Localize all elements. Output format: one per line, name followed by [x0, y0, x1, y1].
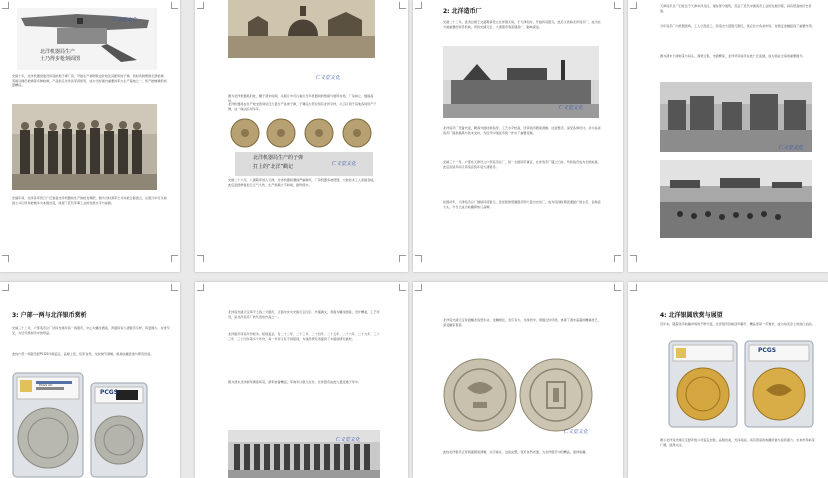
paragraph: 图为北洋机器局旧址，摄于清末时期，从照片中可以看出当年机器局的规模与建筑布局，厂房林立，烟囱高耸。 — [228, 94, 374, 102]
crop-mark — [197, 2, 204, 9]
signature-stamp: 仁义堂文化 — [563, 429, 589, 435]
graded-coin-slab-right — [90, 382, 148, 478]
graded-coin-slab-reverse — [744, 340, 814, 428]
paragraph: 近年来，随着钱币收藏市场的不断升温，北洋银币价格逐年攀升，精品更是一币难求，成为拍卖会上的热门拍品。 — [660, 322, 815, 326]
paragraph: 当年造币厂内机器轰鸣，工人日夜赶工，铸造出大量银元铜元，供应北方各省市场，对稳定金融起到了重要作用。 — [660, 24, 815, 28]
crop-mark — [415, 255, 422, 262]
crop-mark — [171, 284, 178, 291]
crop-mark — [197, 255, 204, 262]
paragraph: 光绪十年，北洋机器局建设铸造枪炮子弹厂房，开始生产林明敦边针枪及其配用的子弹，同时仿制德国毛瑟枪弹、英国马梯尼枪弹等多种枪弹，产品供应北洋各军营使用，成为当时国内重要的军火生产基地之一，所产枪械弹药质量精良。 — [12, 74, 167, 88]
paragraph: 光绪年间，北洋各军营已广泛装备北洋机器局生产的枪支弹药，图为当时清军士兵持枪合影留念，从照片中可以看到士兵们所持枪械多为本国自造，体现了近代军事工业的发展水平与成就。 — [12, 196, 167, 205]
page-4[interactable] — [628, 0, 828, 272]
crop-mark — [399, 284, 406, 291]
page-8[interactable] — [628, 282, 828, 478]
signature-stamp: 仁义堂文化 — [558, 105, 584, 111]
crop-mark — [197, 284, 204, 291]
crop-mark — [614, 2, 621, 9]
crop-mark — [399, 2, 406, 9]
paragraph: 此枚户部一两银币经PCGS评级鉴定，品相上佳，包浆自然，龙纹细节清晰，极具收藏价值与研究价值。 — [12, 352, 154, 356]
crop-mark — [630, 255, 637, 262]
paragraph: 北洋造币厂设备先进，聘请外国技师指导，工艺水平较高，所铸钱币图案清晰，边齿整齐，深受各界好评，并为各省造币厂提供模具与技术支持，为近代中国货币统一作出了重要贡献。 — [443, 126, 601, 135]
paragraph: 图为清末天津街景与码头，商贾云集，市面繁荣，北洋所铸钱币在此广泛流通，成为商业交易的重要媒介。 — [660, 54, 806, 58]
rifle-caption-line-1: 北洋机器局生产 — [40, 49, 76, 55]
graded-coin-slab-obverse — [668, 340, 738, 428]
crop-mark — [415, 2, 422, 9]
paragraph: 天津造币总厂旧址位于天津市河北区，现存部分建筑，见证了近代中国造币工业的发展历程，具有很高的历史价值。 — [660, 4, 812, 13]
crop-mark — [415, 284, 422, 291]
paragraph: 图示北洋造光绪元宝经评级公司鉴定封装，品相优美，光泽亮丽，具有很高的收藏价值与投资潜力，未来市场前景广阔，值得关注。 — [660, 438, 815, 447]
page-3[interactable] — [413, 0, 623, 272]
signature-stamp: 仁义堂文化 — [112, 17, 138, 23]
crop-mark — [2, 255, 9, 262]
crop-mark — [2, 2, 9, 9]
slab-brand-label: PCGS — [758, 347, 777, 354]
street-photo — [660, 82, 812, 152]
crop-mark — [630, 2, 637, 9]
paragraph: 光绪二十六年，八国联军侵入天津，北洋机器局遭到严重破坏，厂房机器多被焚毁，大批技术工人流散各地，此后虽经修复但已元气大伤，生产规模大不如前，最终停办。 — [228, 178, 377, 187]
harbor-photo — [660, 160, 812, 238]
paragraph: 北洋造光绪元宝库平七钱二分银币，正面中央为光绪元宝四字，外围满文，背面为蟠龙图案，设计精美，工艺考究，是北洋造币厂的代表性作品之一。 — [228, 310, 380, 319]
page-2[interactable] — [195, 0, 408, 272]
section-heading: 2: 北洋造币厂 — [443, 8, 482, 15]
cartridge-caption-line-1: 北洋机器局生产的子弹 — [253, 155, 304, 161]
paragraph: 北洋机器局在生产枪支的同时还大量生产各类子弹，子弹底火部位刻有北洋字样，以示区别于其他各局所产子弹，这一做法沿用多年。 — [228, 102, 377, 111]
cartridge-caption-line-2: 打上的“北洋”戳记 — [253, 164, 294, 170]
crop-mark — [2, 284, 9, 291]
signature-stamp: 仁义堂文化 — [778, 145, 804, 151]
section-heading: 4: 北洋银圆欣赏与展望 — [660, 312, 723, 319]
section-heading: 3: 户部一两与北洋银币赏析 — [12, 312, 87, 319]
paragraph: 光绪三十一年，户部在天津设立户部造币总厂，统一全国铸币事宜，北洋造币厂随之归并，所铸钱币成为全国标准，此后宣统年间又铸造宣统年造大清银币。 — [443, 160, 601, 169]
cartridge-heads-photo — [225, 116, 377, 150]
slab-grade-label: PCGS AU — [39, 383, 53, 387]
soldiers-photo — [12, 104, 157, 190]
arsenal-ruins-photo — [228, 0, 375, 58]
page-6[interactable] — [195, 282, 408, 478]
paragraph: 民国初年，天津造币总厂继续铸造银元，袁世凯像壹圆银币即大量出自该厂，成为民国时期流通最广的主币，俗称袁大头，今日已成为收藏界热门品种。 — [443, 200, 601, 209]
page-1[interactable] — [0, 0, 180, 272]
paragraph: 北洋银币铸造年份较多，版别复杂，有二十二年、二十三年、二十四年、二十五年、二十六年、二十九年、三十三年、三十四年等多个年份，每一年份又有不同版别，为钱币研究者提供了丰富的研究素材。 — [228, 332, 380, 341]
crop-mark — [630, 284, 637, 291]
page-7[interactable] — [413, 282, 623, 478]
signature-stamp: 仁义堂文化 — [315, 75, 341, 81]
paragraph: 图为清末北洋新军操练场景，新军装备精良，军饷多以银元支付，北洋银币由此大量流通于军中。 — [228, 380, 362, 384]
paragraph: 光绪三十二年，户部造币总厂试铸光绪年造一两银币，中心为蟠龙图案，背面铸有大清银币字样，铸量稀少，存世罕见，为近代机制币中的珍品。 — [12, 326, 170, 335]
paragraph: 北洋造光绪元宝背面蟠龙造型生动，龙鳞细密，龙爪有力，龙珠居中，周围云纹环绕，体现了清末高超的雕模技艺，深受藏家喜爱。 — [443, 318, 601, 327]
crop-mark — [171, 255, 178, 262]
crop-mark — [171, 2, 178, 9]
slab-brand-label: PCGS — [100, 389, 119, 396]
paragraph: 光绪二十二年，直隶总督王文韶奏请设立北洋银元局，于天津创办，开始铸造银元，此后又改称北洋造币厂，成为北方最重要的铸币机构，所铸光绪元宝、大清银币等流通甚广，影响深远。 — [443, 20, 601, 29]
crop-mark — [614, 255, 621, 262]
signature-stamp: 仁义堂文化 — [331, 161, 357, 167]
page-5[interactable] — [0, 282, 180, 478]
rifle-caption-line-2: 土乃得步枪刻面图 — [40, 56, 81, 62]
crop-mark — [614, 284, 621, 291]
beiyang-coin-obverse — [443, 358, 517, 432]
beiyang-coin-reverse — [519, 358, 593, 432]
signature-stamp: 仁义堂文化 — [335, 437, 361, 443]
paragraph: 此枚北洋银币正背两面图案清晰，文字端庄，边齿完整，包浆自然老道，为北洋银币中的精品，值得收藏。 — [443, 450, 589, 454]
crop-mark — [399, 255, 406, 262]
